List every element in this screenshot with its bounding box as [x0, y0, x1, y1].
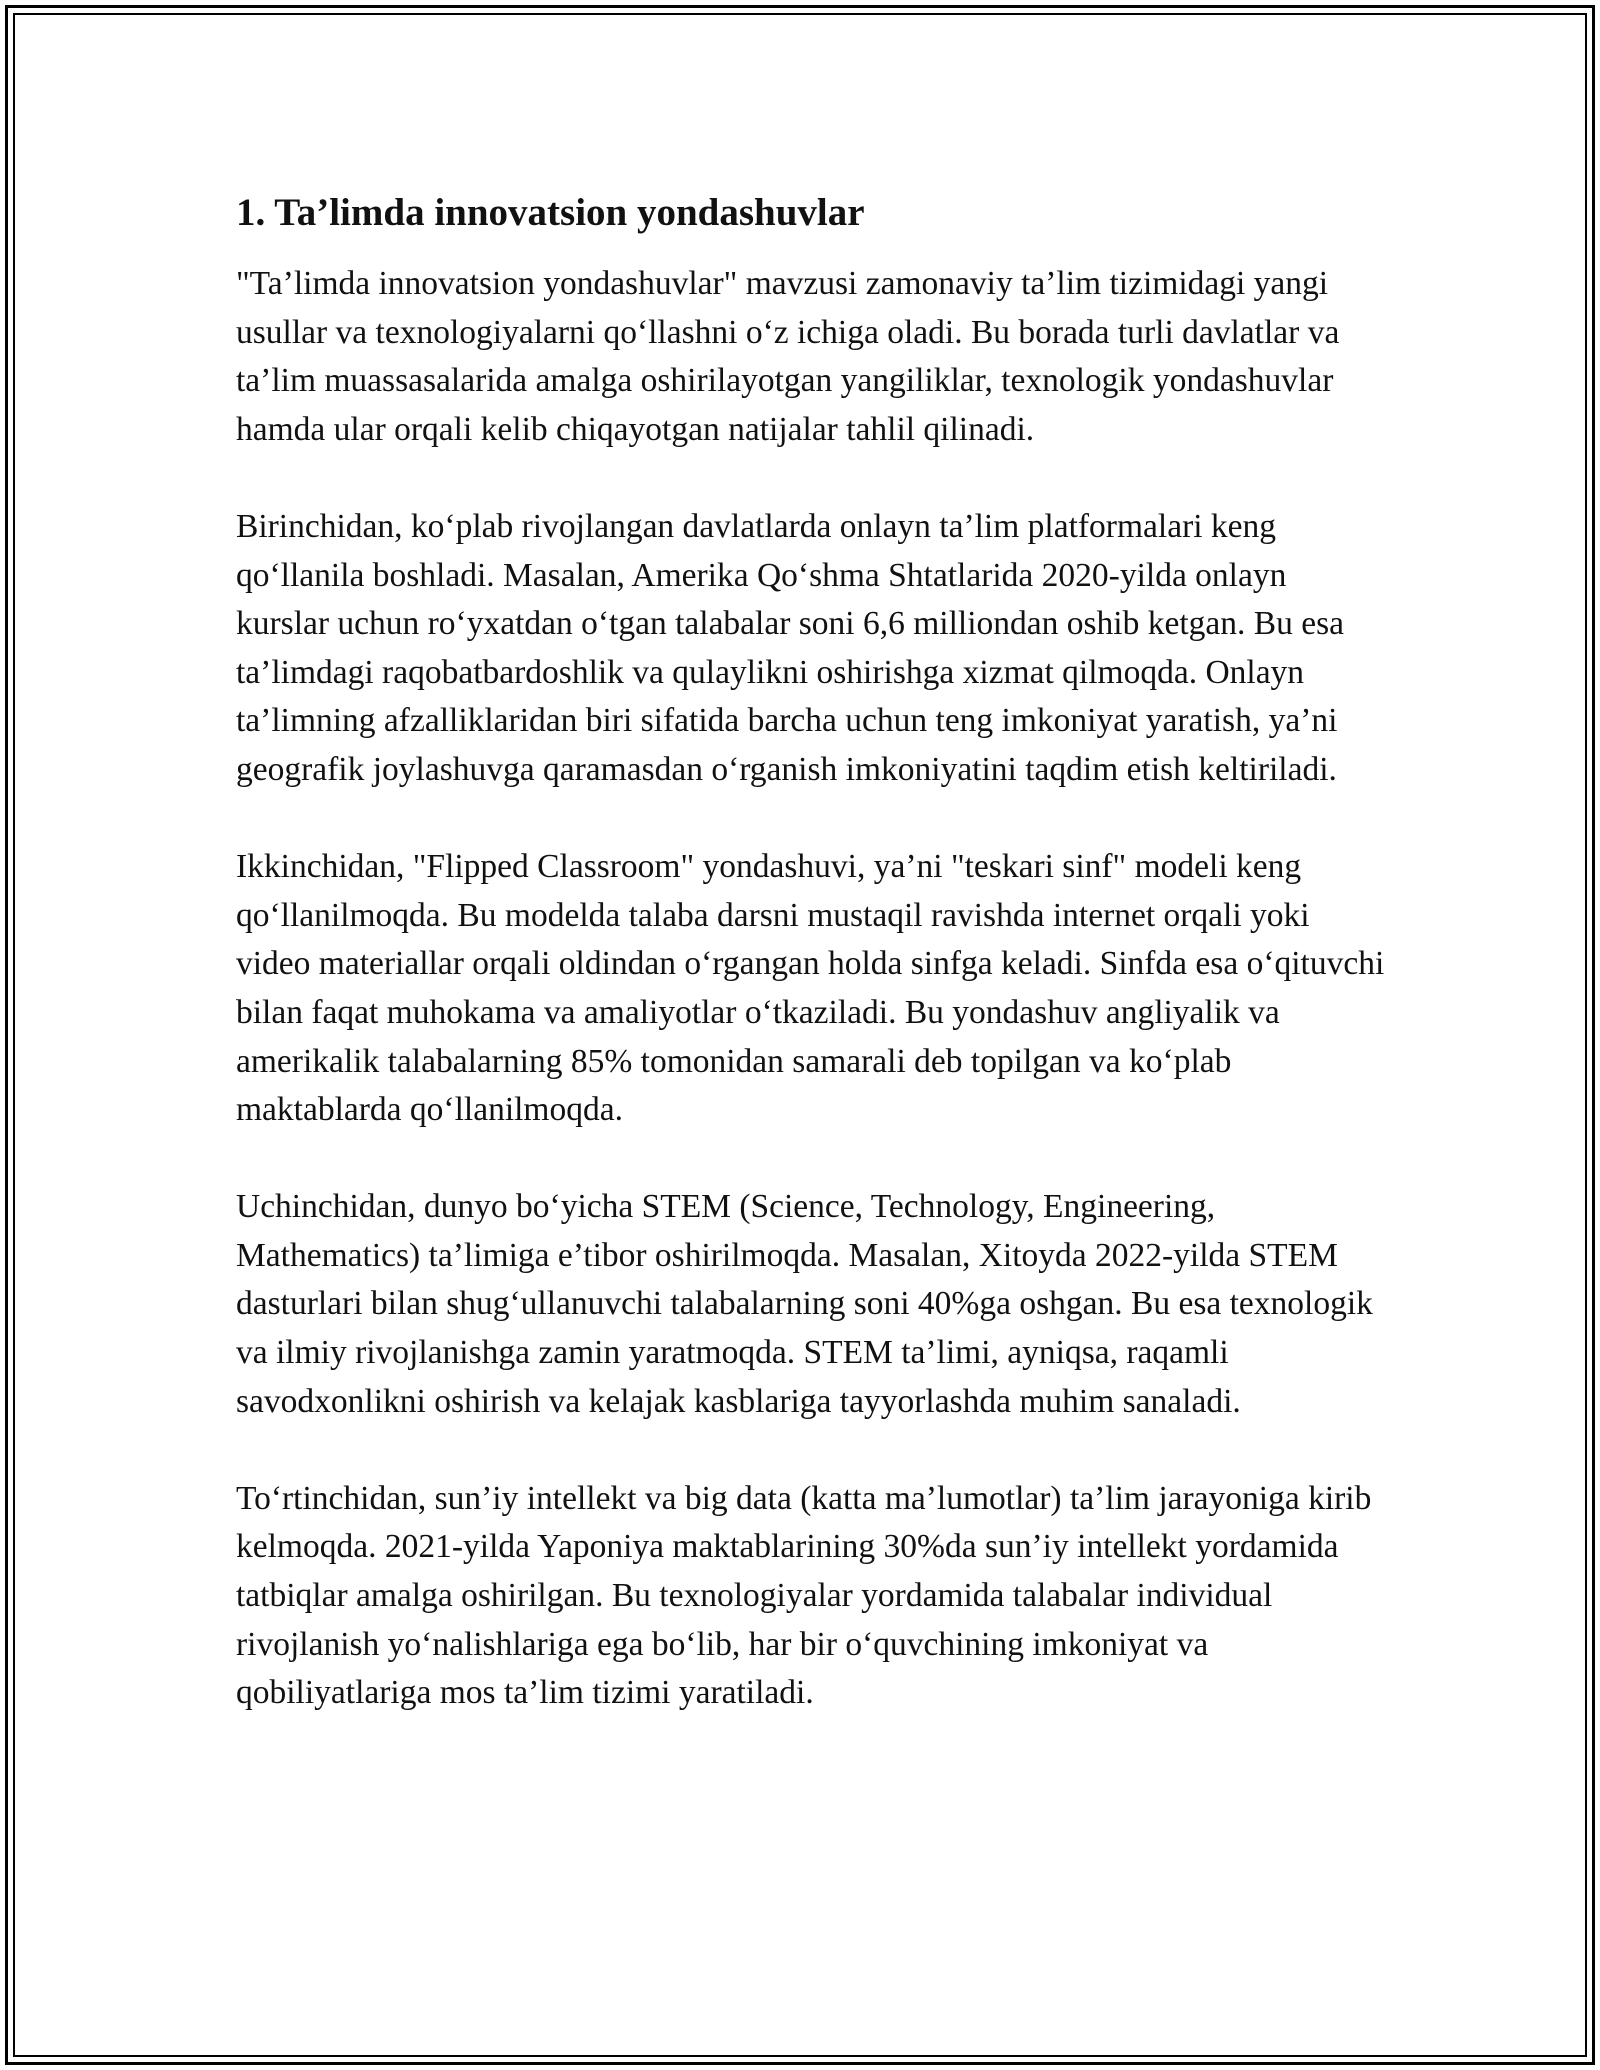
section-title: 1. Ta’limda innovatsion yondashuvlar: [236, 191, 865, 234]
paragraph-flipped-classroom: Ikkinchidan, "Flipped Classroom" yondashuvi, ya’ni "teskari sinf" modeli keng qoʻllanilmoqda. Bu modelda talaba darsni mustaqil ravishda internet orqali yoki video materiallar orqali oldindan oʻrgangan holda sinfga keladi. Sinfda esa oʻqituvchi bilan faqat muhokama va amaliyotlar oʻtkaziladi. Bu yondashuv angliyalik va amerikalik talabalarning 85% tomonidan samarali deb topilgan va koʻplab maktablarda qoʻllanilmoqda.: [236, 848, 1385, 1129]
paragraph-intro: "Ta’limda innovatsion yondashuvlar" mavzusi zamonaviy ta’lim tizimidagi yangi usullar va texnologiyalarni qoʻllashni oʻz ichiga oladi. Bu borada turli davlatlar va ta’lim muassasalarida amalga oshirilayotgan yangiliklar, texnologik yondashuvlar hamda ular orqali kelib chiqayotgan natijalar tahlil qilinadi.: [236, 265, 1340, 448]
paragraph-ai-big-data: Toʻrtinchidan, sun’iy intellekt va big data (katta ma’lumotlar) ta’lim jarayoniga kirib kelmoqda. 2021-yilda Yaponiya maktablarining 30%da sun’iy intellekt yordamida tatbiqlar amalga oshirilgan. Bu texnologiyalar yordamida talabalar individual rivojlanish yoʻnalishlariga ega boʻlib, har bir oʻquvchining imkoniyat va qobiliyatlariga mos ta’lim tizimi yaratiladi.: [236, 1479, 1372, 1712]
paragraph-stem: Uchinchidan, dunyo boʻyicha STEM (Science, Technology, Engineering, Mathematics) ta’limiga e’tibor oshirilmoqda. Masalan, Xitoyda 2022-yilda STEM dasturlari bilan shugʻullanuvchi talabalarning soni 40%ga oshgan. Bu esa texnologik va ilmiy rivojlanishga zamin yaratmoqda. STEM ta’limi, ayniqsa, raqamli savodxonlikni oshirish va kelajak kasblariga tayyorlashda muhim sanaladi.: [236, 1188, 1373, 1420]
document-body: [236, 188, 1386, 1718]
paragraph-online-learning: Birinchidan, koʻplab rivojlangan davlatlarda onlayn ta’lim platformalari keng qoʻllanila boshladi. Masalan, Amerika Qoʻshma Shtatlarida 2020-yilda onlayn kurslar uchun roʻyxatdan oʻtgan talabalar soni 6,6 milliondan oshib ketgan. Bu esa ta’limdagi raqobatbardoshlik va qulaylikni oshirishga xizmat qilmoqda. Onlayn ta’limning afzalliklaridan biri sifatida barcha uchun teng imkoniyat yaratish, ya’ni geografik joylashuvga qaramasdan oʻrganish imkoniyatini taqdim etish keltiriladi.: [236, 507, 1345, 788]
